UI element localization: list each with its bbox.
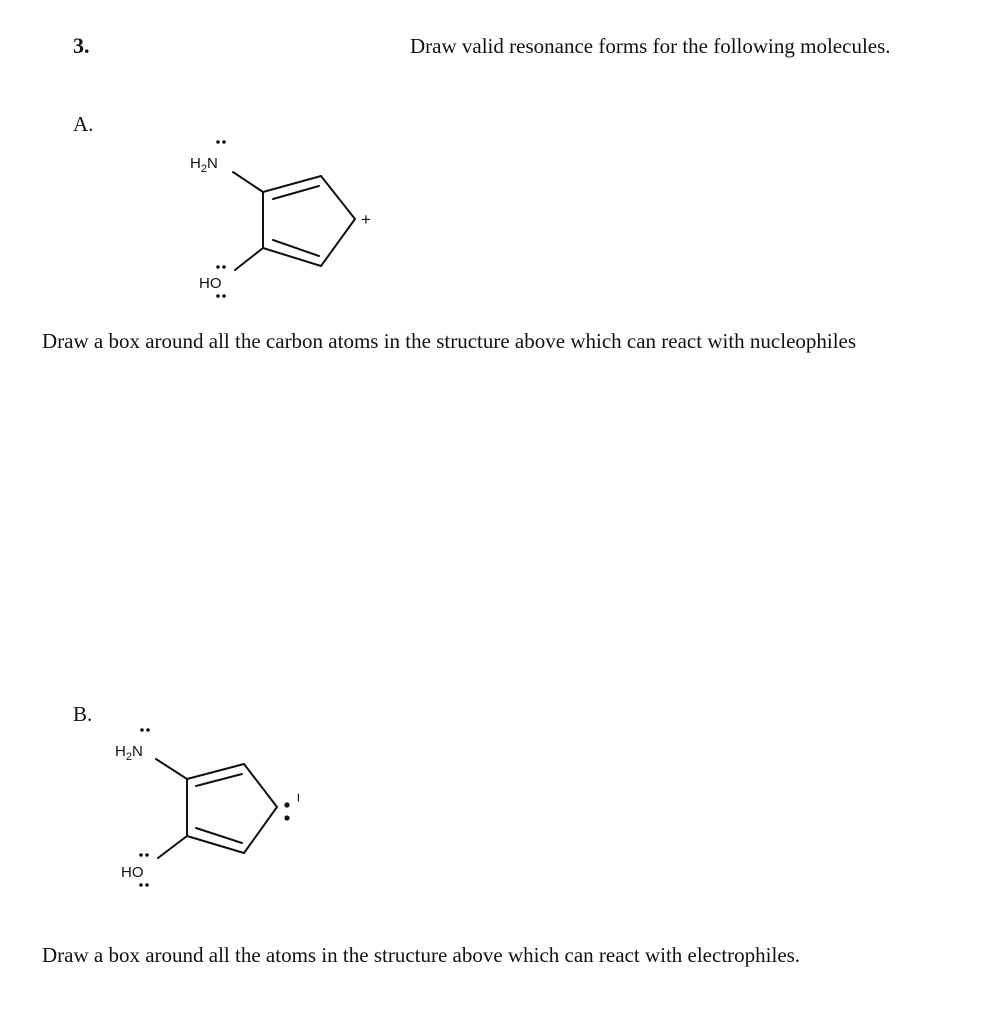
question-header: Draw valid resonance forms for the following molecules. (410, 34, 891, 58)
hydroxyl-bond (158, 836, 187, 858)
part-b-instruction: Draw a box around all the atoms in the structure above which can react with electrophiles. (42, 943, 801, 967)
part-b-label: B. (73, 702, 93, 726)
negative-charge: − (289, 793, 306, 803)
part-a-label: A. (73, 112, 94, 136)
part-a-instruction: Draw a box around all the carbon atoms in the structure above which can react with nucleophiles (42, 329, 857, 353)
amine-label: $H_2N$ (190, 155, 218, 175)
ring-bond-c4-c5 (187, 836, 244, 853)
ring-bond-c1-c2 (187, 764, 244, 779)
molecule-b-bonds (156, 759, 277, 858)
amine-label: $H_2N$ (115, 743, 143, 763)
question-number: 3. (73, 33, 90, 58)
ring-bond-c2-c3 (244, 764, 277, 807)
carbanion-lone-pair (284, 802, 289, 820)
amine-bond (156, 759, 187, 779)
positive-charge: + (361, 210, 371, 229)
hydroxyl-label: HO (121, 864, 144, 881)
amine-lone-pair (140, 728, 150, 732)
hydroxyl-label: HO (199, 275, 222, 292)
ring-bond-c3-c4 (244, 807, 277, 853)
